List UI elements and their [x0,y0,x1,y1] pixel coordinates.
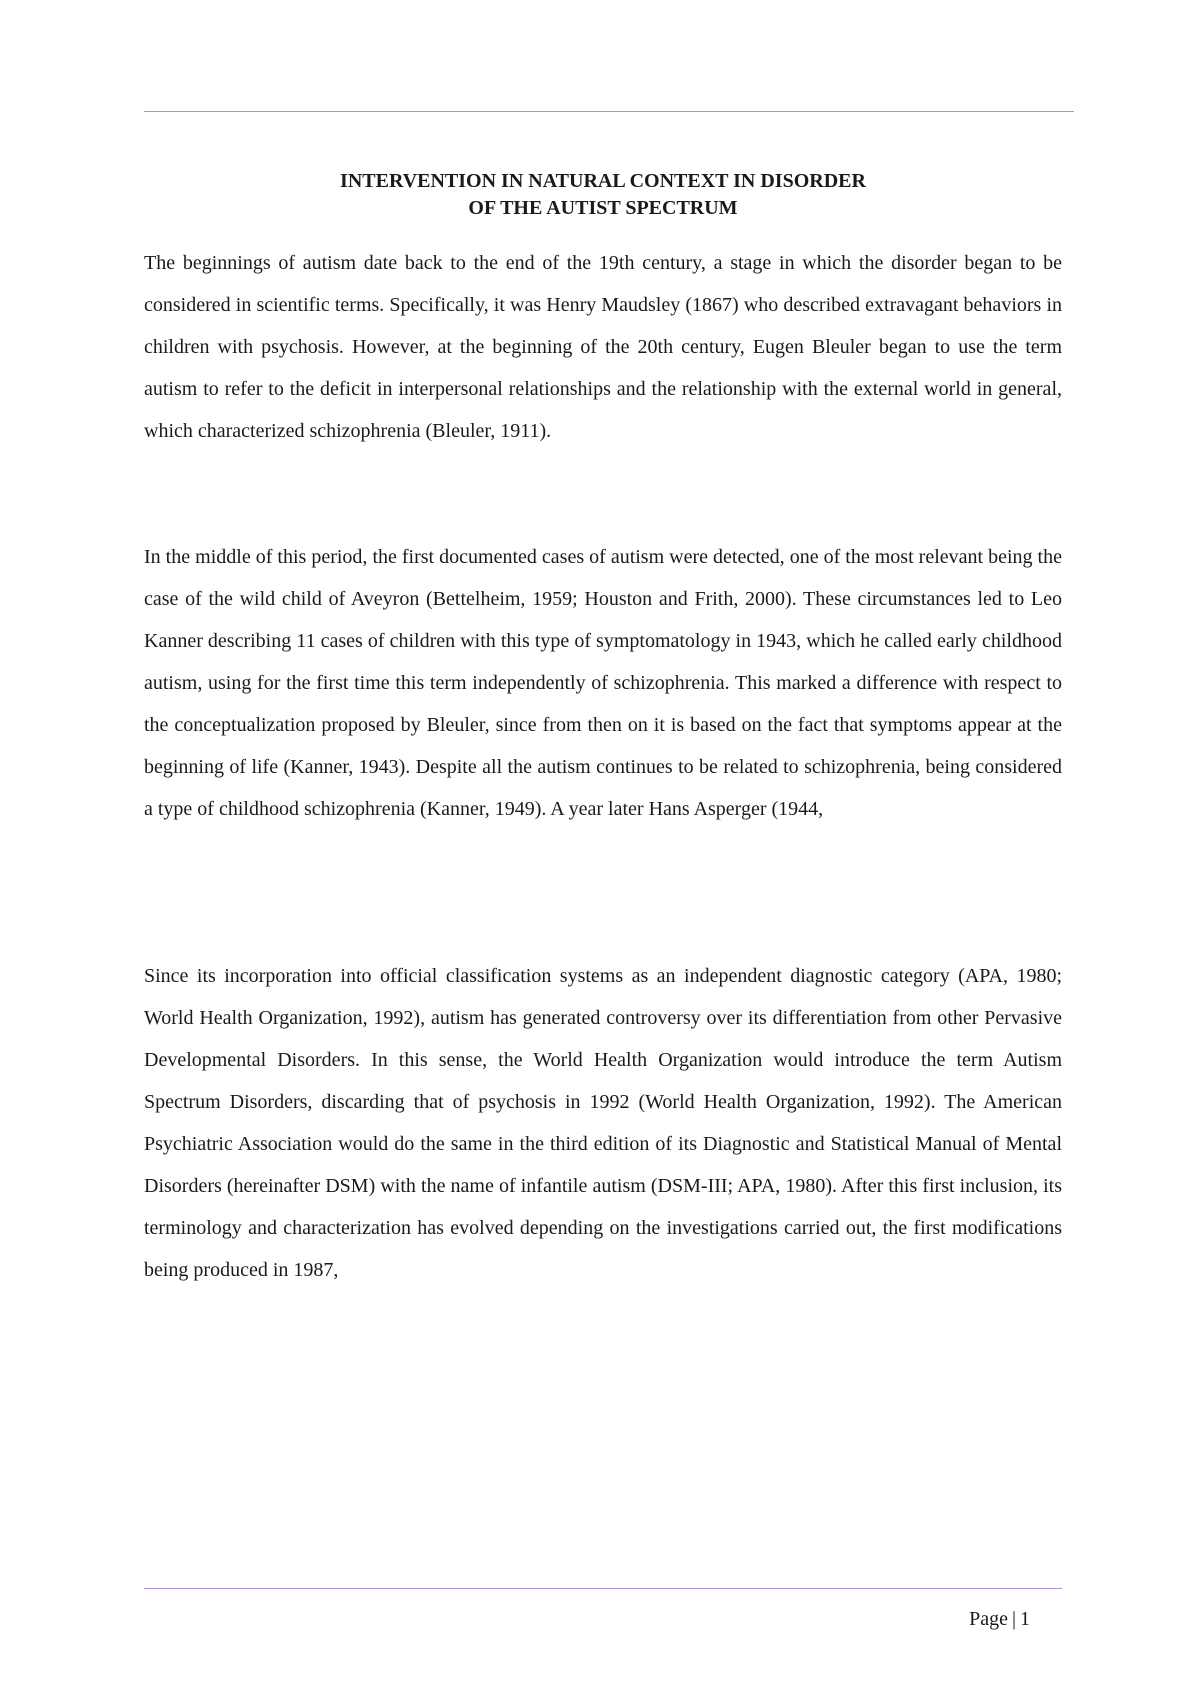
page-separator: | [1011,1608,1016,1630]
page-label: Page [969,1608,1008,1630]
page-number: 1 [1020,1608,1030,1630]
footer-rule [144,1588,1062,1589]
document-title [144,168,1062,222]
paragraph: Since its incorporation into official classification systems as an independent diagnostic category (APA, 1980; World Health Organization, 1992), autism has generated controversy over its differentiation from other Pervasive Developmental Disorders. In this sense, the World Health Organization would introduce the term Autism Spectrum Disorders, discarding that of psychosis in 1992 (World Health Organization, 1992). The American Psychiatric Association would do the same in the third edition of its Diagnostic and Statistical Manual of Mental Disorders (hereinafter DSM) with the name of infantile autism (DSM-III; APA, 1980). After this first inclusion, its terminology and characterization has evolved depending on the investigations carried out, the first modifications being produced in 1987, [144,965,1062,1281]
header-rule [144,111,1074,112]
paragraph: In the middle of this period, the first documented cases of autism were detected, one of the most relevant being the case of the wild child of Aveyron (Bettelheim, 1959; Houston and Frith, 2000). These circumstances led to Leo Kanner describing 11 cases of children with this type of symptomatology in 1943, which he called early childhood autism, using for the first time this term independently of schizophrenia. This marked a difference with respect to the conceptualization proposed by Bleuler, since from then on it is based on the fact that symptoms appear at the beginning of life (Kanner, 1943). Despite all the autism continues to be related to schizophrenia, being considered a type of childhood schizophrenia (Kanner, 1949). A year later Hans Asperger (1944, [144,546,1062,820]
title-line-2: OF THE AUTIST SPECTRUM [468,197,738,219]
paragraph: The beginnings of autism date back to the end of the 19th century, a stage in which the disorder began to be considered in scientific terms. Specifically, it was Henry Maudsley (1867) who described extravagant behaviors in children with psychosis. However, at the beginning of the 20th century, Eugen Bleuler began to use the term autism to refer to the deficit in interpersonal relationships and the relationship with the external world in general, which characterized schizophrenia (Bleuler, 1911). [144,252,1062,442]
page-footer [969,1605,1030,1633]
title-line-1: INTERVENTION IN NATURAL CONTEXT IN DISORDER [340,170,866,192]
